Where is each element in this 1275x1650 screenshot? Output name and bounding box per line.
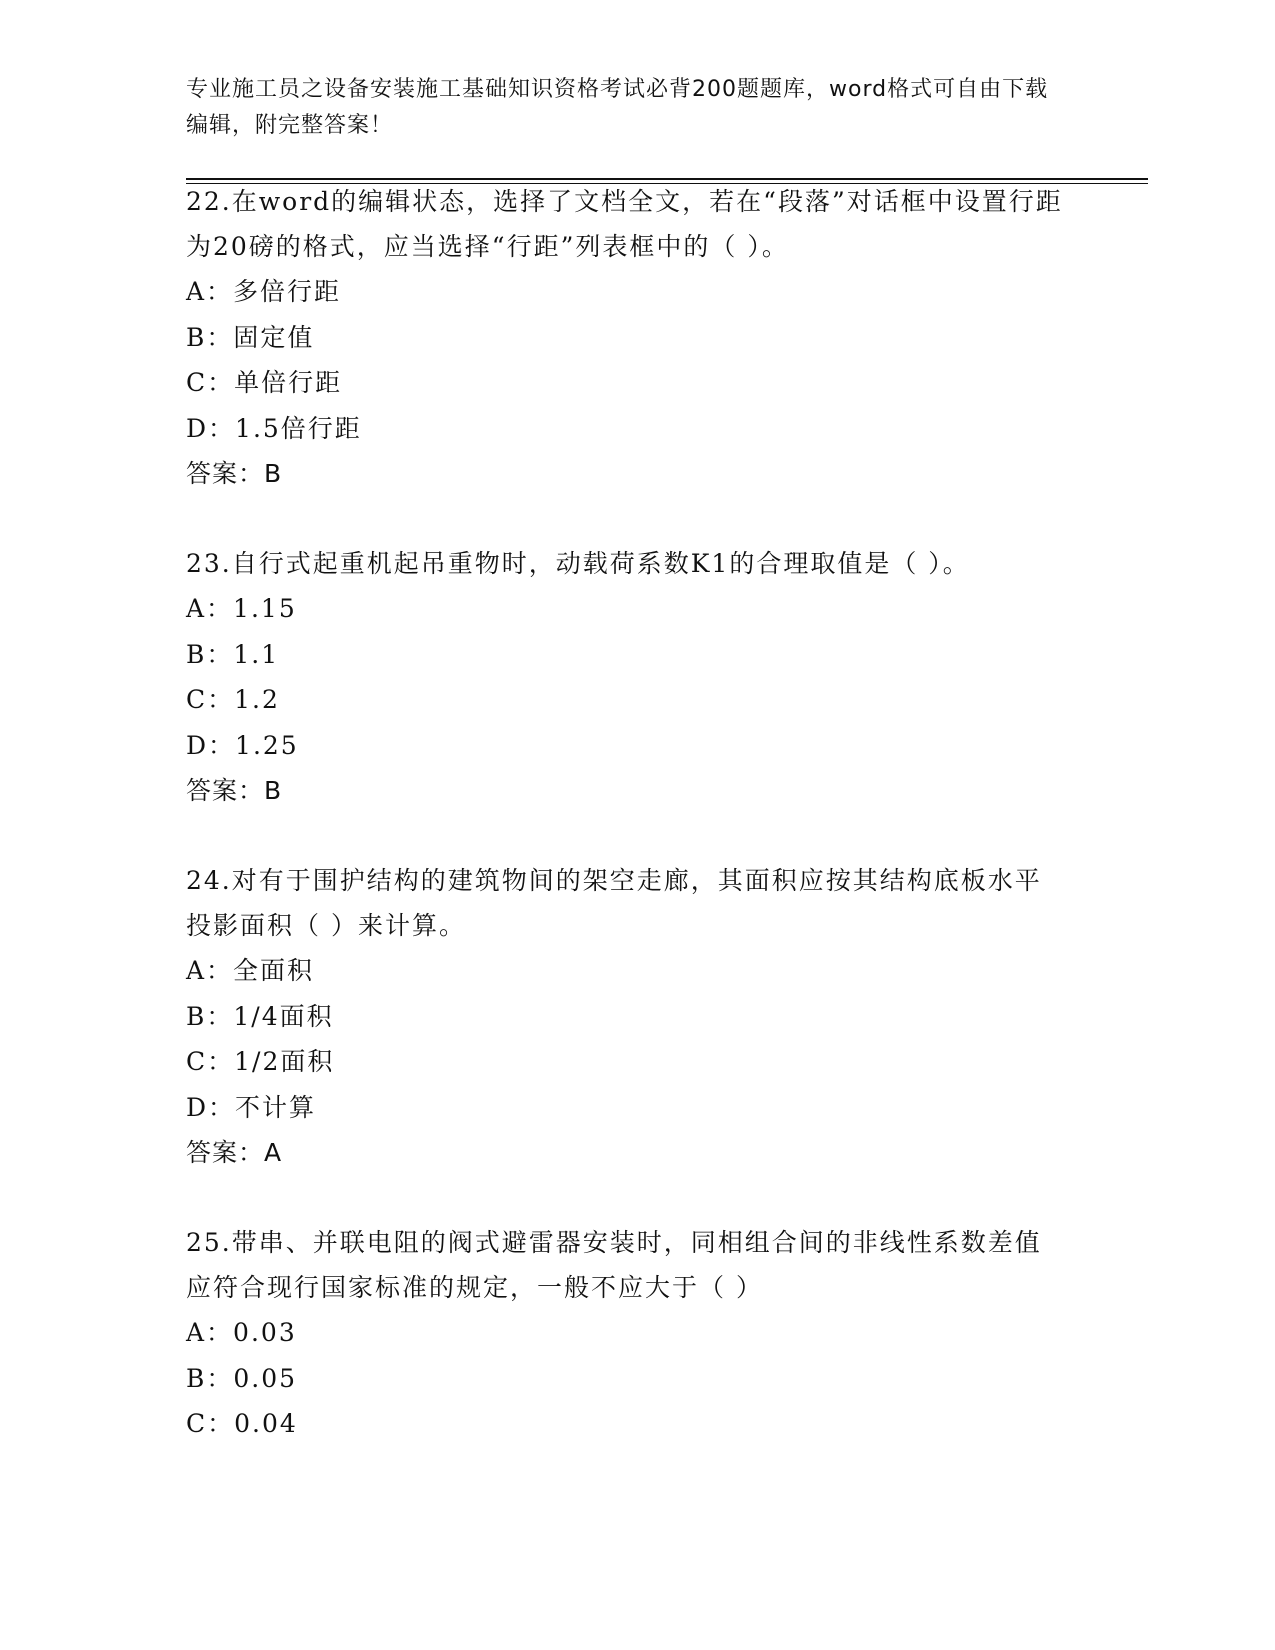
question-stem: 23.自行式起重机起吊重物时，动载荷系数K1的合理取值是（ ）。 [186,549,970,578]
option-c: C：0.04 [186,1409,298,1438]
question-stem: 22.在word的编辑状态，选择了文档全文，若在“段落”对话框中设置行距为20磅的格式，应当选择“行距”列表框中的（ ）。 [186,187,1063,261]
option-c: C：1/2面积 [186,1047,335,1076]
answer: 答案：A [186,1138,283,1167]
option-a: A：多倍行距 [186,277,342,306]
option-c: C：1.2 [186,685,280,714]
option-d: D：1.25 [186,730,299,760]
question-22 [186,179,1066,496]
option-b: B：1.1 [186,639,280,669]
question-24 [186,858,1066,1175]
option-b: B：固定值 [186,322,315,352]
option-a: A：1.15 [186,594,297,623]
option-b: B：0.05 [186,1363,298,1393]
document-header: 专业施工员之设备安装施工基础知识资格考试必背200题题库，word格式可自由下载编辑，附完整答案！ [186,77,1049,138]
question-25 [186,1220,1066,1447]
option-d: D：不计算 [186,1092,317,1122]
answer: 答案：B [186,776,283,805]
option-d: D：1.5倍行距 [186,413,362,443]
question-stem: 25.带串、并联电阻的阀式避雷器安装时，同相组合间的非线性系数差值应符合现行国家标准的规定，一般不应大于（ ） [186,1228,1042,1302]
option-a: A：全面积 [186,956,315,985]
question-stem: 24.对有于围护结构的建筑物间的架空走廊，其面积应按其结构底板水平投影面积（ ）来计算。 [186,866,1042,940]
option-c: C：单倍行距 [186,368,343,397]
answer: 答案：B [186,459,283,488]
option-b: B：1/4面积 [186,1001,334,1031]
option-a: A：0.03 [186,1318,297,1347]
question-23 [186,541,1066,813]
